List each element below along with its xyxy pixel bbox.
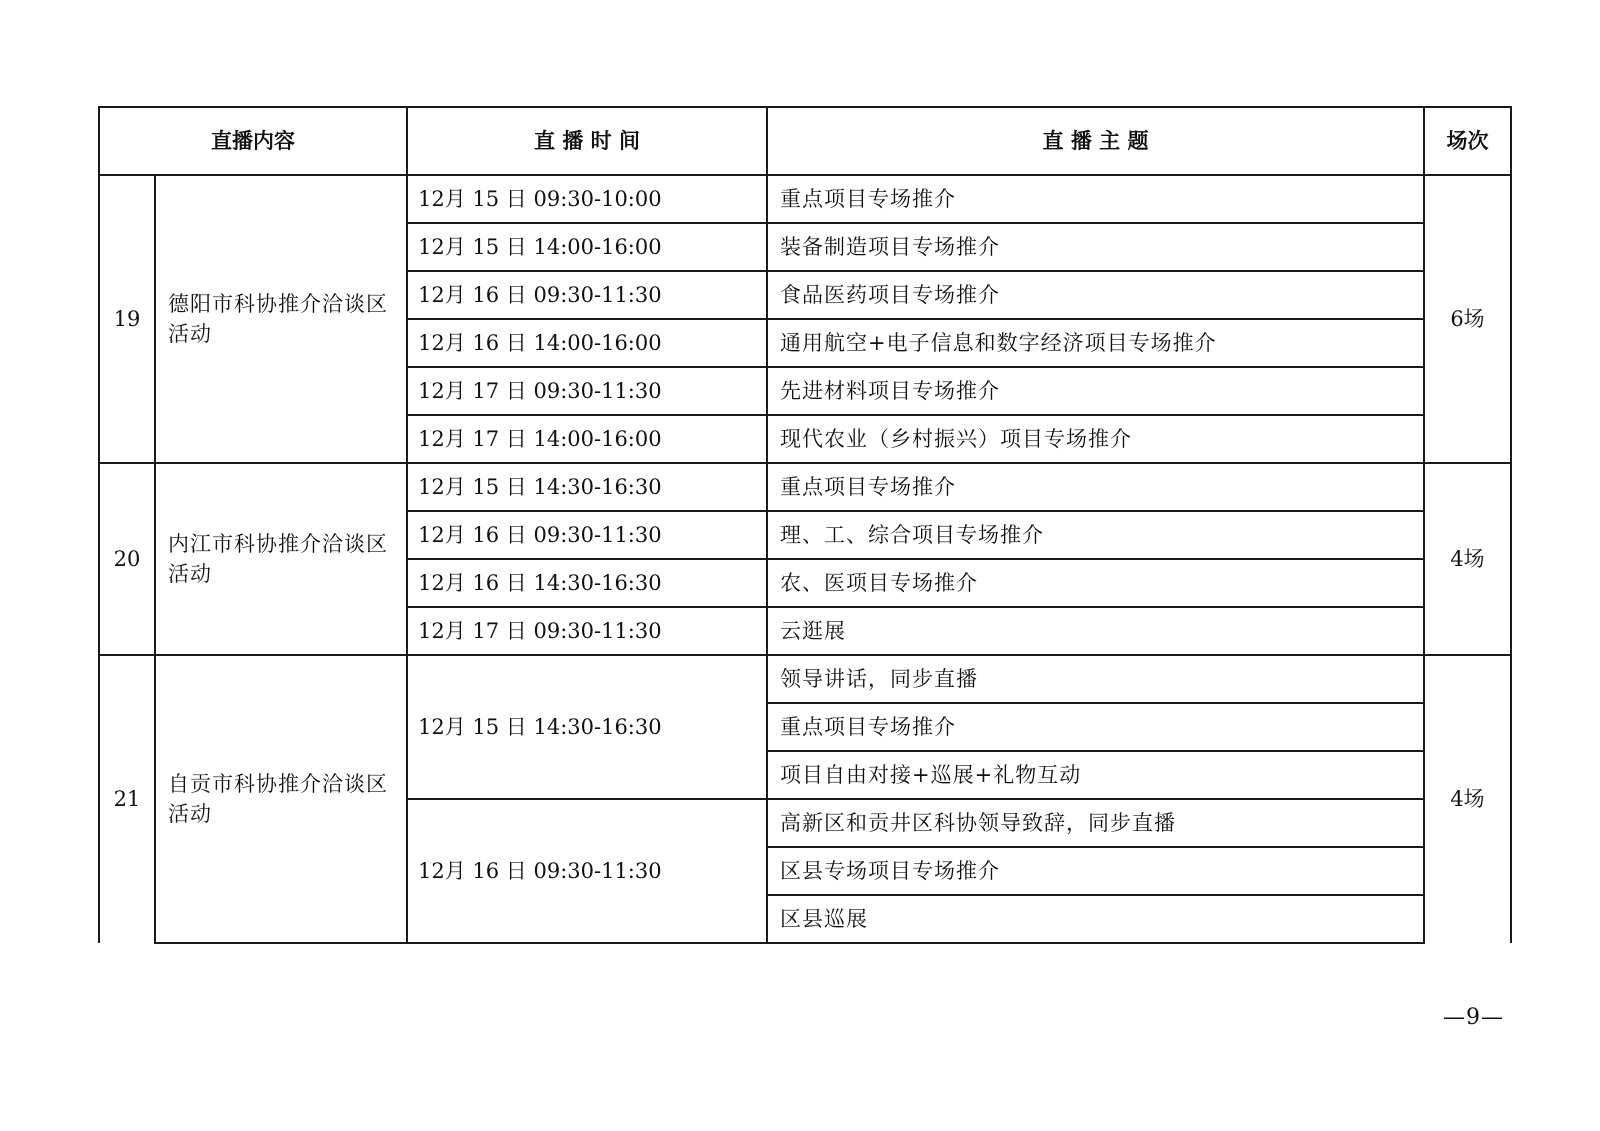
session-count: 4场 [1424, 463, 1511, 655]
session-count: 4场 [1424, 655, 1511, 943]
header-sessions: 场次 [1424, 107, 1511, 175]
broadcast-topic: 项目自由对接+巡展+礼物互动 [767, 751, 1424, 799]
broadcast-topic: 通用航空+电子信息和数字经济项目专场推介 [767, 319, 1424, 367]
broadcast-topic: 先进材料项目专场推介 [767, 367, 1424, 415]
broadcast-topic: 云逛展 [767, 607, 1424, 655]
header-content: 直播内容 [99, 107, 407, 175]
broadcast-topic: 重点项目专场推介 [767, 703, 1424, 751]
table-row [99, 655, 1511, 703]
livestream-schedule-table [98, 106, 1512, 944]
broadcast-topic: 食品医药项目专场推介 [767, 271, 1424, 319]
broadcast-topic: 区县专场项目专场推介 [767, 847, 1424, 895]
broadcast-topic: 重点项目专场推介 [767, 463, 1424, 511]
organizer-name: 自贡市科协推介洽谈区活动 [155, 655, 407, 943]
broadcast-time: 12月 17 日 14:00-16:00 [407, 415, 767, 463]
table-row [99, 175, 1511, 223]
broadcast-time: 12月 15 日 14:30-16:30 [407, 655, 767, 799]
broadcast-time: 12月 16 日 09:30-11:30 [407, 271, 767, 319]
broadcast-topic: 重点项目专场推介 [767, 175, 1424, 223]
broadcast-time: 12月 16 日 14:30-16:30 [407, 559, 767, 607]
row-number: 20 [99, 463, 155, 655]
organizer-name: 德阳市科协推介洽谈区活动 [155, 175, 407, 463]
session-count: 6场 [1424, 175, 1511, 463]
broadcast-time: 12月 17 日 09:30-11:30 [407, 607, 767, 655]
broadcast-time: 12月 16 日 09:30-11:30 [407, 799, 767, 943]
broadcast-time: 12月 15 日 14:30-16:30 [407, 463, 767, 511]
broadcast-time: 12月 17 日 09:30-11:30 [407, 367, 767, 415]
row-number: 21 [99, 655, 155, 943]
broadcast-topic: 高新区和贡井区科协领导致辞，同步直播 [767, 799, 1424, 847]
header-topic: 直 播 主 题 [767, 107, 1424, 175]
broadcast-topic: 农、医项目专场推介 [767, 559, 1424, 607]
broadcast-topic: 装备制造项目专场推介 [767, 223, 1424, 271]
broadcast-topic: 现代农业（乡村振兴）项目专场推介 [767, 415, 1424, 463]
header-time: 直 播 时 间 [407, 107, 767, 175]
broadcast-time: 12月 16 日 14:00-16:00 [407, 319, 767, 367]
broadcast-topic: 区县巡展 [767, 895, 1424, 943]
page-number: —9— [1443, 1005, 1504, 1030]
table-row [99, 463, 1511, 511]
table-header-row [99, 107, 1511, 175]
row-number: 19 [99, 175, 155, 463]
broadcast-time: 12月 15 日 14:00-16:00 [407, 223, 767, 271]
broadcast-topic: 领导讲话，同步直播 [767, 655, 1424, 703]
broadcast-time: 12月 16 日 09:30-11:30 [407, 511, 767, 559]
broadcast-time: 12月 15 日 09:30-10:00 [407, 175, 767, 223]
organizer-name: 内江市科协推介洽谈区活动 [155, 463, 407, 655]
broadcast-topic: 理、工、综合项目专场推介 [767, 511, 1424, 559]
